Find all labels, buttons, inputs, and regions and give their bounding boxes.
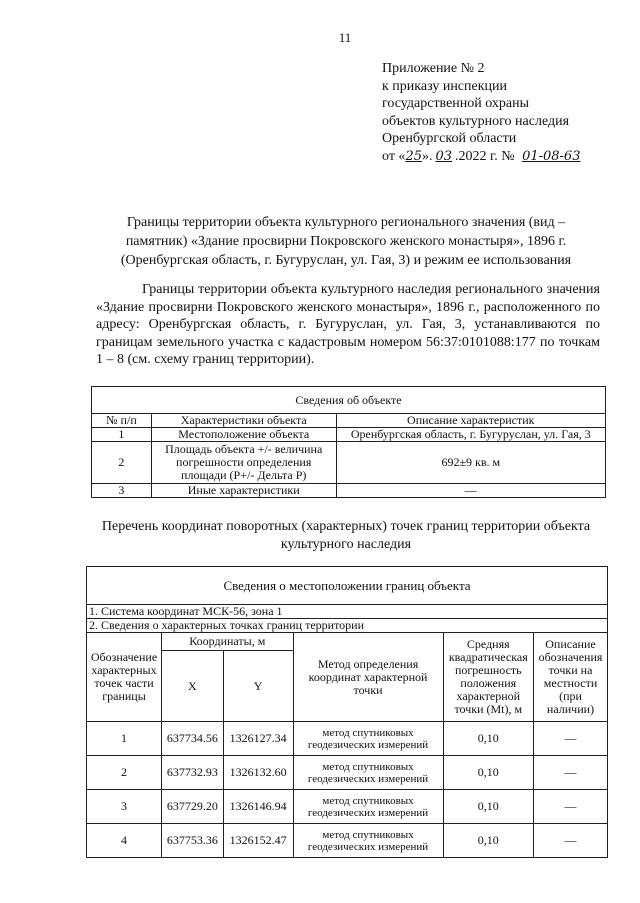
cell-x: 637732.93 bbox=[162, 756, 224, 790]
coord-section: 2. Сведения о характерных точках границ территории bbox=[87, 619, 608, 633]
date-mid: ». bbox=[421, 148, 433, 164]
cell-point: 4 bbox=[87, 824, 162, 858]
cell-point: 3 bbox=[87, 790, 162, 824]
cell-point: 2 bbox=[87, 756, 162, 790]
intro-text: Границы территории объекта культурного наследия регионального значения «Здание просвирни Покровского женского монастыря», 1896 г., расположенного по адресу: Оренбургская область, г. Бугуруслан, ул. Гая, 3, устанавливаются по границам земельного участка с кадастровым номером 56:37:0101088:177 по точкам 1 – 8 (см. схему границ территории). bbox=[96, 282, 600, 367]
header-coords: Координаты, м bbox=[162, 633, 294, 651]
table-row bbox=[92, 442, 606, 484]
order-date-line bbox=[382, 148, 580, 166]
handwritten-order-number: 01-08-63 bbox=[522, 148, 581, 164]
date-year: .2022 г. № bbox=[455, 148, 515, 164]
header-point: Обозначение характерных точек части границы bbox=[87, 633, 162, 722]
table-row bbox=[87, 824, 608, 858]
cell-y: 1326152.47 bbox=[223, 824, 293, 858]
coordinates-table bbox=[86, 566, 608, 858]
cell-y: 1326127.34 bbox=[223, 722, 293, 756]
cell-error: 0,10 bbox=[443, 824, 533, 858]
cell-method: метод спутниковых геодезических измерений bbox=[293, 790, 443, 824]
header-characteristic: Характеристики объекта bbox=[151, 414, 336, 428]
coord-table-caption: Сведения о местоположении границ объекта bbox=[87, 567, 608, 605]
cell-method: метод спутниковых геодезических измерений bbox=[293, 722, 443, 756]
appendix-line: объектов культурного наследия bbox=[382, 113, 570, 129]
header-num: № п/п bbox=[92, 414, 152, 428]
row-num: 2 bbox=[92, 442, 152, 484]
intro-paragraph bbox=[96, 281, 600, 369]
row-value: Оренбургская область, г. Бугуруслан, ул. Гая, 3 bbox=[336, 428, 605, 442]
header-y: Y bbox=[223, 651, 293, 722]
cell-y: 1326132.60 bbox=[223, 756, 293, 790]
cell-x: 637753.36 bbox=[162, 824, 224, 858]
row-name: Местоположение объекта bbox=[151, 428, 336, 442]
cell-y: 1326146.94 bbox=[223, 790, 293, 824]
cell-error: 0,10 bbox=[443, 722, 533, 756]
table-row bbox=[87, 722, 608, 756]
appendix-line: Оренбургской области bbox=[382, 131, 517, 147]
cell-method: метод спутниковых геодезических измерений bbox=[293, 824, 443, 858]
table-row bbox=[87, 790, 608, 824]
table-row bbox=[92, 428, 606, 442]
header-method: Метод определения координат характерной точки bbox=[293, 633, 443, 722]
header-error: Средняя квадратическая погрешность положения характерной точки (Mt), м bbox=[443, 633, 533, 722]
row-value: — bbox=[336, 484, 605, 498]
page-number: 11 bbox=[338, 30, 352, 45]
cell-error: 0,10 bbox=[443, 790, 533, 824]
appendix-line: к приказу инспекции bbox=[382, 78, 508, 94]
coord-system: 1. Система координат МСК-56, зона 1 bbox=[87, 605, 608, 619]
appendix-line: государственной охраны bbox=[382, 96, 530, 112]
cell-point: 1 bbox=[87, 722, 162, 756]
cell-description: — bbox=[534, 722, 608, 756]
cell-error: 0,10 bbox=[443, 756, 533, 790]
header-description: Описание характеристик bbox=[336, 414, 605, 428]
row-name: Иные характеристики bbox=[151, 484, 336, 498]
object-info-table bbox=[91, 386, 606, 498]
cell-x: 637729.20 bbox=[162, 790, 224, 824]
row-num: 1 bbox=[92, 428, 152, 442]
appendix-line: Приложение № 2 bbox=[382, 61, 485, 76]
appendix-header bbox=[382, 60, 580, 166]
date-prefix: от « bbox=[382, 148, 406, 164]
header-description: Описание обозначения точки на местности (при наличии) bbox=[534, 633, 608, 722]
handwritten-day: 25 bbox=[405, 148, 422, 164]
cell-description: — bbox=[534, 824, 608, 858]
coordinates-title: Перечень координат поворотных (характерных) точек границ территории объекта культурного наследия bbox=[101, 519, 591, 552]
cell-description: — bbox=[534, 756, 608, 790]
document-title: Границы территории объекта культурного регионального значения (вид – памятник) «Здание просвирни Покровского женского монастыря», 1896 г. (Оренбургская область, г. Бугуруслан, ул. Гая, 3) и режим ее использования bbox=[120, 215, 572, 268]
cell-description: — bbox=[534, 790, 608, 824]
cell-x: 637734.56 bbox=[162, 722, 224, 756]
object-table-caption: Сведения об объекте bbox=[92, 387, 606, 414]
header-x: X bbox=[162, 651, 224, 722]
cell-method: метод спутниковых геодезических измерений bbox=[293, 756, 443, 790]
table-row bbox=[87, 756, 608, 790]
row-value: 692±9 кв. м bbox=[336, 442, 605, 484]
handwritten-month: 03 bbox=[435, 148, 453, 164]
row-num: 3 bbox=[92, 484, 152, 498]
row-name: Площадь объекта +/- величина погрешности определения площади (Р+/- Дельта Р) bbox=[151, 442, 336, 484]
table-row bbox=[92, 484, 606, 498]
